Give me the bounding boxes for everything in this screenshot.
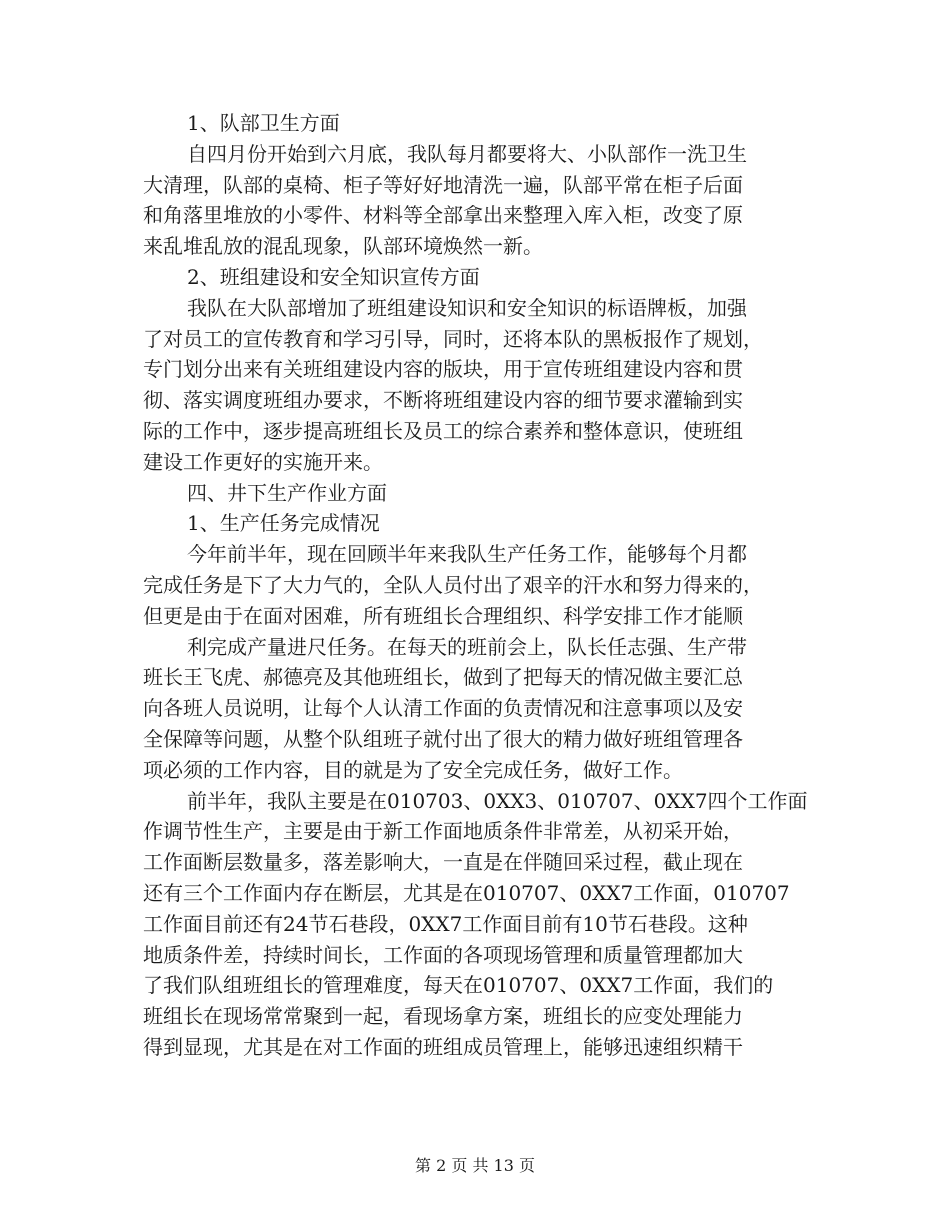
text-line: 建设工作更好的实施开来。	[143, 449, 383, 474]
text-line: 完成任务是下了大力气的，全队人员付出了艰辛的汗水和努力得来的，	[143, 572, 763, 597]
text-line: 2、班组建设和安全知识宣传方面	[187, 264, 480, 289]
text-line: 全保障等问题，从整个队组班子就付出了很大的精力做好班组管理各	[143, 726, 743, 751]
text-line: 地质条件差，持续时间长，工作面的各项现场管理和质量管理都加大	[143, 942, 743, 967]
text-line: 四、井下生产作业方面	[187, 480, 387, 505]
text-line: 来乱堆乱放的混乱现象，队部环境焕然一新。	[143, 234, 543, 259]
text-line: 向各班人员说明，让每个人认清工作面的负责情况和注意事项以及安	[143, 696, 743, 721]
text-line: 工作面断层数量多，落差影响大，一直是在伴随回采过程，截止现在	[143, 850, 743, 875]
text-line: 还有三个工作面内存在断层，尤其是在010707、0XX7工作面，010707	[143, 880, 790, 905]
text-line: 际的工作中，逐步提高班组长及员工的综合素养和整体意识，使班组	[143, 418, 743, 443]
text-line: 班长王飞虎、郝德亮及其他班组长，做到了把每天的情况做主要汇总	[143, 665, 743, 690]
text-line: 1、生产任务完成情况	[187, 511, 380, 536]
document-body	[143, 108, 808, 1063]
text-line: 专门划分出来有关班组建设内容的版块，用于宣传班组建设内容和贯	[143, 357, 743, 382]
text-line: 但更是由于在面对困难，所有班组长合理组织、科学安排工作才能顺	[143, 603, 743, 628]
text-line: 前半年，我队主要是在010703、0XX3、010707、0XX7四个工作面	[187, 788, 808, 813]
text-line: 项必须的工作内容，目的就是为了安全完成任务，做好工作。	[143, 757, 683, 782]
text-line: 彻、落实调度班组办要求，不断将班组建设内容的细节要求灌输到实	[143, 388, 743, 413]
text-line: 今年前半年，现在回顾半年来我队生产任务工作，能够每个月都	[187, 542, 747, 567]
text-line: 我队在大队部增加了班组建设知识和安全知识的标语牌板，加强	[187, 295, 747, 320]
text-line: 班组长在现场常常聚到一起，看现场拿方案，班组长的应变处理能力	[143, 1004, 743, 1029]
text-line: 得到显现，尤其是在对工作面的班组成员管理上，能够迅速组织精干	[143, 1034, 743, 1059]
text-line: 了我们队组班组长的管理难度，每天在010707、0XX7工作面，我们的	[143, 973, 774, 998]
text-line: 大清理，队部的桌椅、柜子等好好地清洗一遍，队部平常在柜子后面	[143, 172, 743, 197]
text-line: 工作面目前还有24节石巷段，0XX7工作面目前有10节石巷段。这种	[143, 911, 748, 936]
text-line: 了对员工的宣传教育和学习引导，同时，还将本队的黑板报作了规划，	[143, 326, 763, 351]
text-line: 和角落里堆放的小零件、材料等全部拿出来整理入库入柜，改变了原	[143, 203, 743, 228]
text-line: 自四月份开始到六月底，我队每月都要将大、小队部作一洗卫生	[187, 141, 747, 166]
page-number-footer: 第 2 页 共 13 页	[415, 1156, 535, 1175]
text-line: 作调节性生产，主要是由于新工作面地质条件非常差，从初采开始，	[143, 819, 743, 844]
text-line: 利完成产量进尺任务。在每天的班前会上，队长任志强、生产带	[187, 634, 747, 659]
text-line: 1、队部卫生方面	[187, 111, 340, 135]
